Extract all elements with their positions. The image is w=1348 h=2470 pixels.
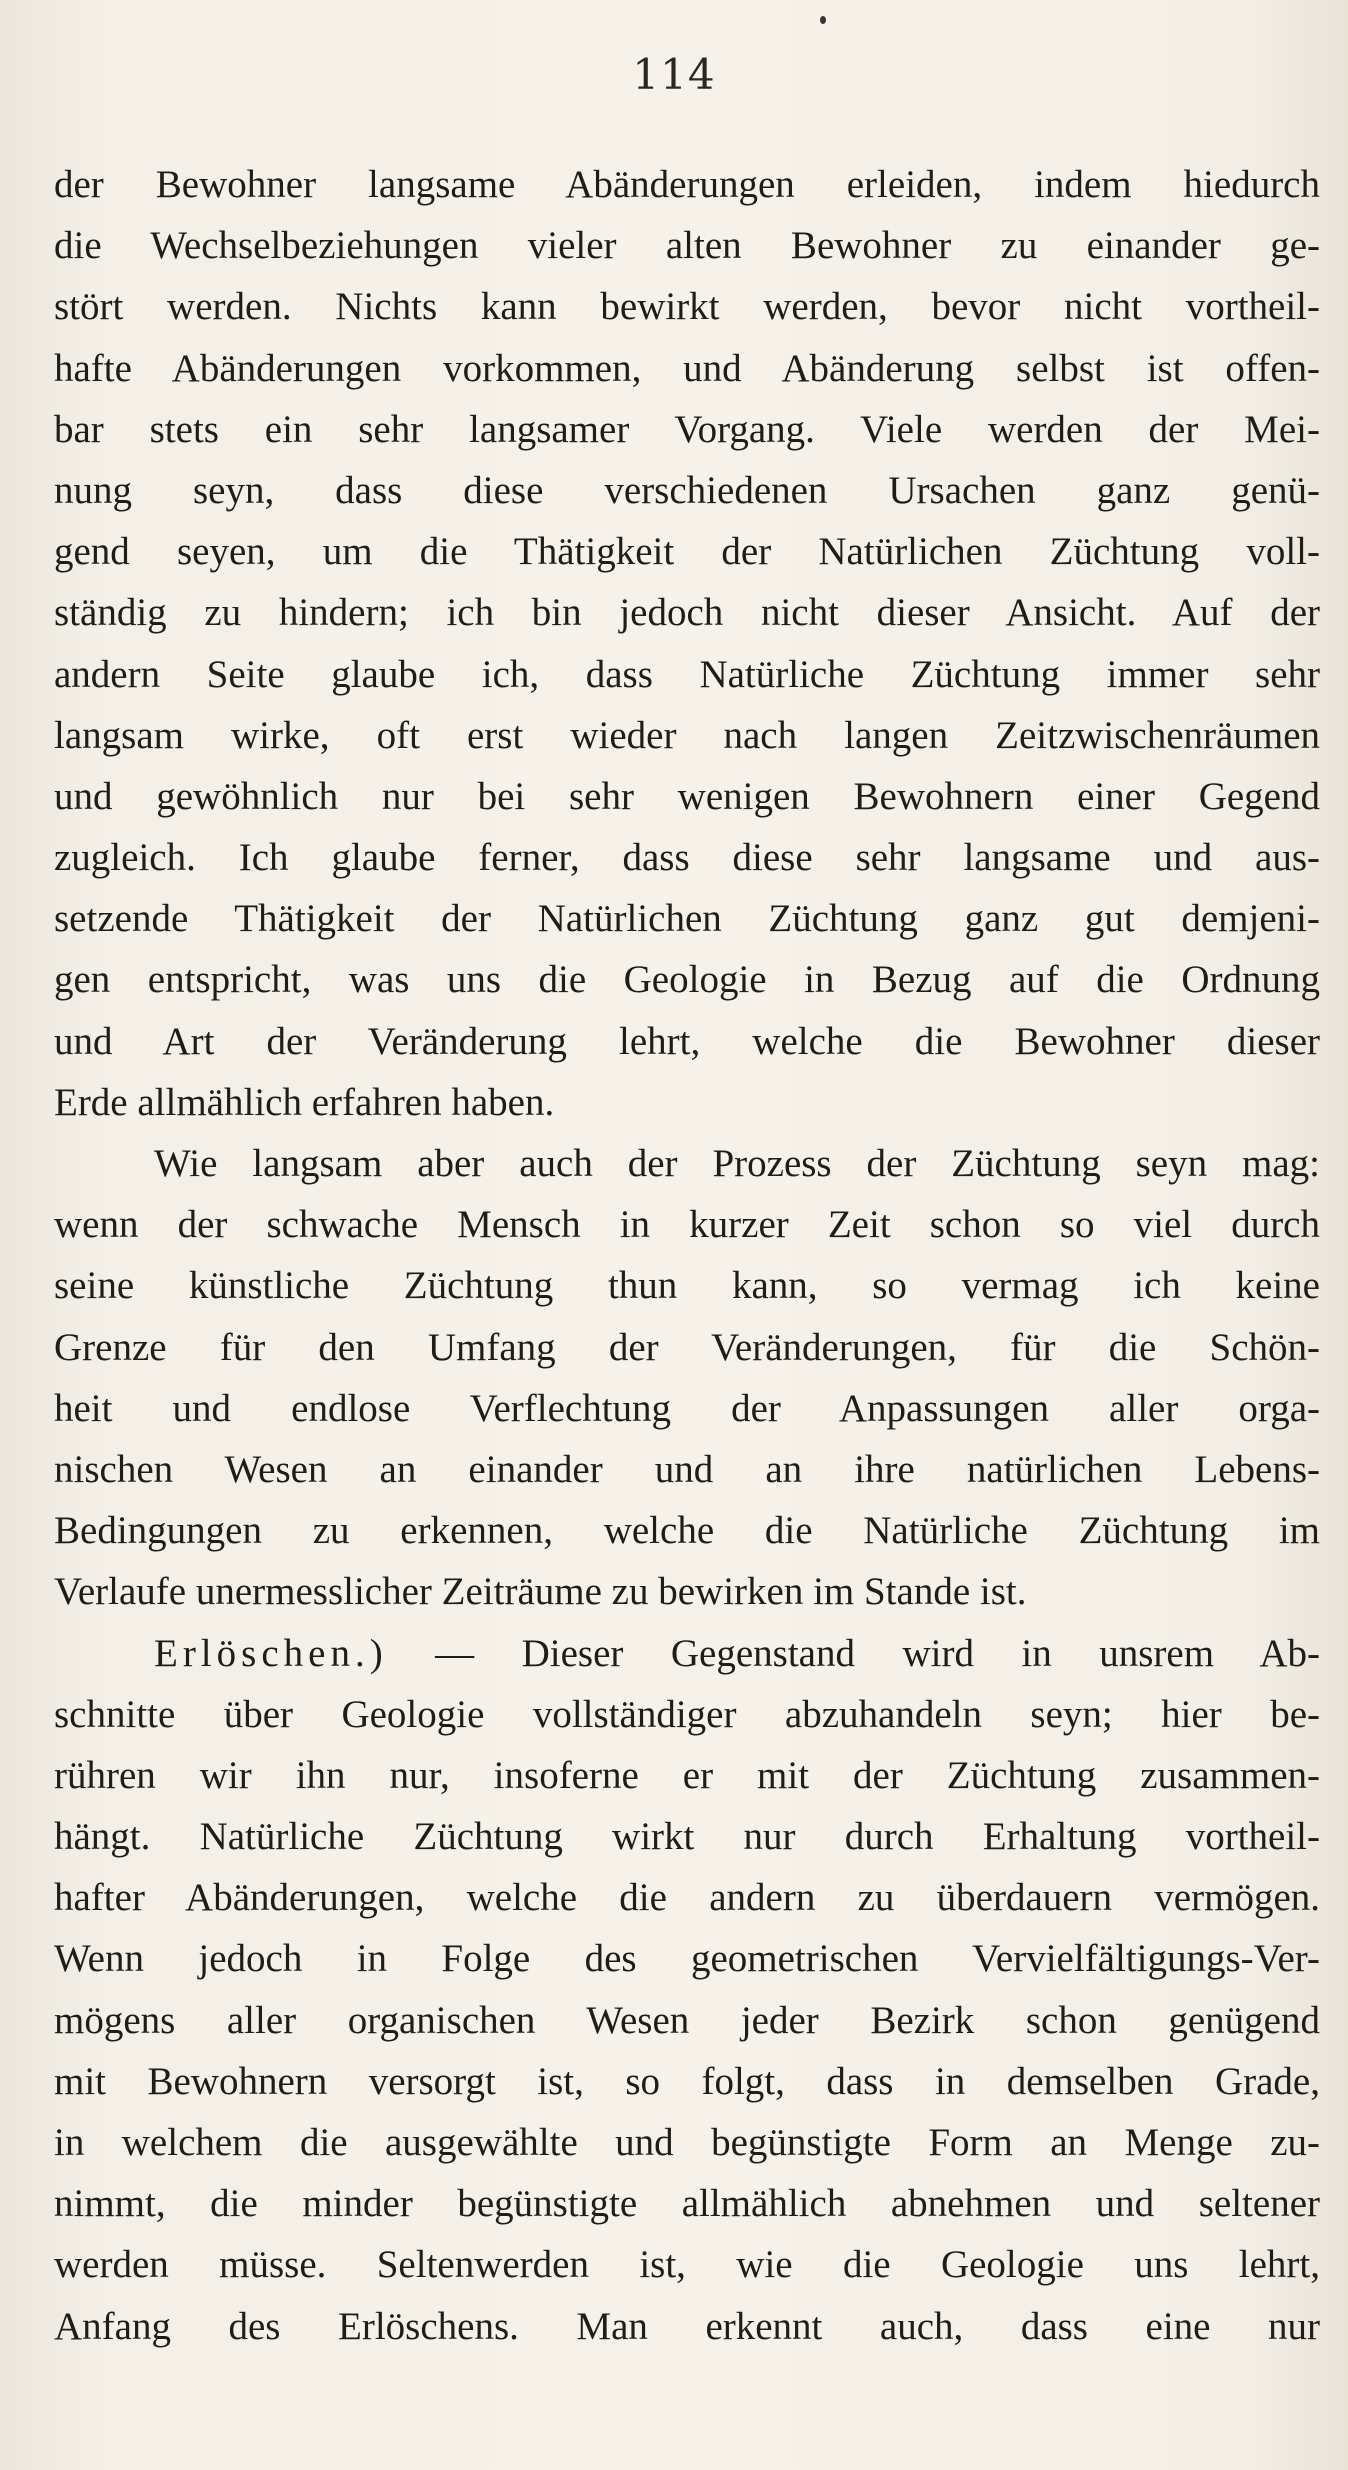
text-line: Erde allmählich erfahren haben. — [54, 1080, 555, 1124]
page-number: 114 — [632, 50, 716, 99]
text-line: nung seyn, dass diese verschiedenen Ursachen ganz genü- — [54, 468, 1320, 512]
text-line: rühren wir ihn nur, insoferne er mit der Züchtung zusammen- — [54, 1753, 1320, 1797]
text-line: hafter Abänderungen, welche die andern zu überdauern vermögen. — [54, 1876, 1320, 1920]
text-line: andern Seite glaube ich, dass Natürliche Züchtung immer sehr — [54, 652, 1320, 696]
section-heading: Erlöschen.) — [154, 1631, 388, 1675]
text-line: Wie langsam aber auch der Prozess der Züchtung seyn mag: — [154, 1142, 1320, 1185]
text-line: und gewöhnlich nur bei sehr wenigen Bewohnern einer Gegend — [54, 774, 1320, 818]
text-line: bar stets ein sehr langsamer Vorgang. Viele werden der Mei- — [54, 407, 1320, 451]
text-line: hafte Abänderungen vorkommen, und Abänderung selbst ist offen- — [54, 346, 1320, 390]
text-line: zugleich. Ich glaube ferner, dass diese sehr langsame und aus- — [54, 836, 1320, 880]
text-line: und Art der Veränderung lehrt, welche die Bewohner dieser — [54, 1019, 1320, 1063]
text-line: Verlaufe unermesslicher Zeiträume zu bewirken im Stande ist. — [54, 1570, 1027, 1614]
text-line: die Wechselbeziehungen vieler alten Bewohner zu einander ge- — [54, 224, 1320, 268]
text-line: Bedingungen zu erkennen, welche die Natürliche Züchtung im — [54, 1509, 1320, 1553]
text-line: gen entspricht, was uns die Geologie in Bezug auf die Ordnung — [54, 958, 1320, 1002]
text-line: in welchem die ausgewählte und begünstigte Form an Menge zu- — [54, 2121, 1320, 2164]
text-line — [54, 1623, 1320, 1684]
text-line: ständig zu hindern; ich bin jedoch nicht dieser Ansicht. Auf der — [54, 591, 1320, 635]
text-line: hängt. Natürliche Züchtung wirkt nur durch Erhaltung vortheil- — [54, 1815, 1320, 1859]
text-line: langsam wirke, oft erst wieder nach langen Zeitzwischenräumen — [54, 713, 1320, 757]
text-line: mögens aller organischen Wesen jeder Bezirk schon genügend — [54, 1998, 1320, 2042]
text-line: mit Bewohnern versorgt ist, so folgt, dass in demselben Grade, — [54, 2059, 1320, 2103]
text-line: wenn der schwache Mensch in kurzer Zeit schon so viel durch — [54, 1203, 1320, 1247]
text-line: nischen Wesen an einander und an ihre natürlichen Lebens- — [54, 1447, 1320, 1491]
paragraph — [54, 1623, 1320, 2357]
text-line: Anfang des Erlöschens. Man erkennt auch, dass eine nur — [54, 2304, 1320, 2348]
text-line: seine künstliche Züchtung thun kann, so vermag ich keine — [54, 1264, 1320, 1308]
paragraph — [54, 1133, 1320, 1623]
text-line: stört werden. Nichts kann bewirkt werden, bevor nicht vortheil- — [54, 285, 1320, 329]
text-line: schnitte über Geologie vollständiger abzuhandeln seyn; hier be- — [54, 1692, 1320, 1736]
text-line: Wenn jedoch in Folge des geometrischen Vervielfältigungs-Ver- — [54, 1937, 1320, 1981]
text-line: werden müsse. Seltenwerden ist, wie die Geologie uns lehrt, — [54, 2243, 1320, 2287]
text-line: nimmt, die minder begünstigte allmählich abnehmen und seltener — [54, 2182, 1320, 2226]
text-line: Grenze für den Umfang der Veränderungen, für die Schön- — [54, 1325, 1320, 1369]
body-text — [54, 154, 1320, 2357]
ink-speck — [820, 16, 826, 24]
text-line: gend seyen, um die Thätigkeit der Natürlichen Züchtung voll- — [54, 530, 1320, 574]
paragraph — [54, 154, 1320, 1133]
text-line: der Bewohner langsame Abänderungen erleiden, indem hiedurch — [54, 163, 1320, 206]
text-line: setzende Thätigkeit der Natürlichen Züchtung ganz gut demjeni- — [54, 897, 1320, 941]
text-run: — Dieser Gegenstand wird in unsrem Ab- — [387, 1631, 1320, 1675]
text-line: heit und endlose Verflechtung der Anpassungen aller orga- — [54, 1386, 1320, 1430]
